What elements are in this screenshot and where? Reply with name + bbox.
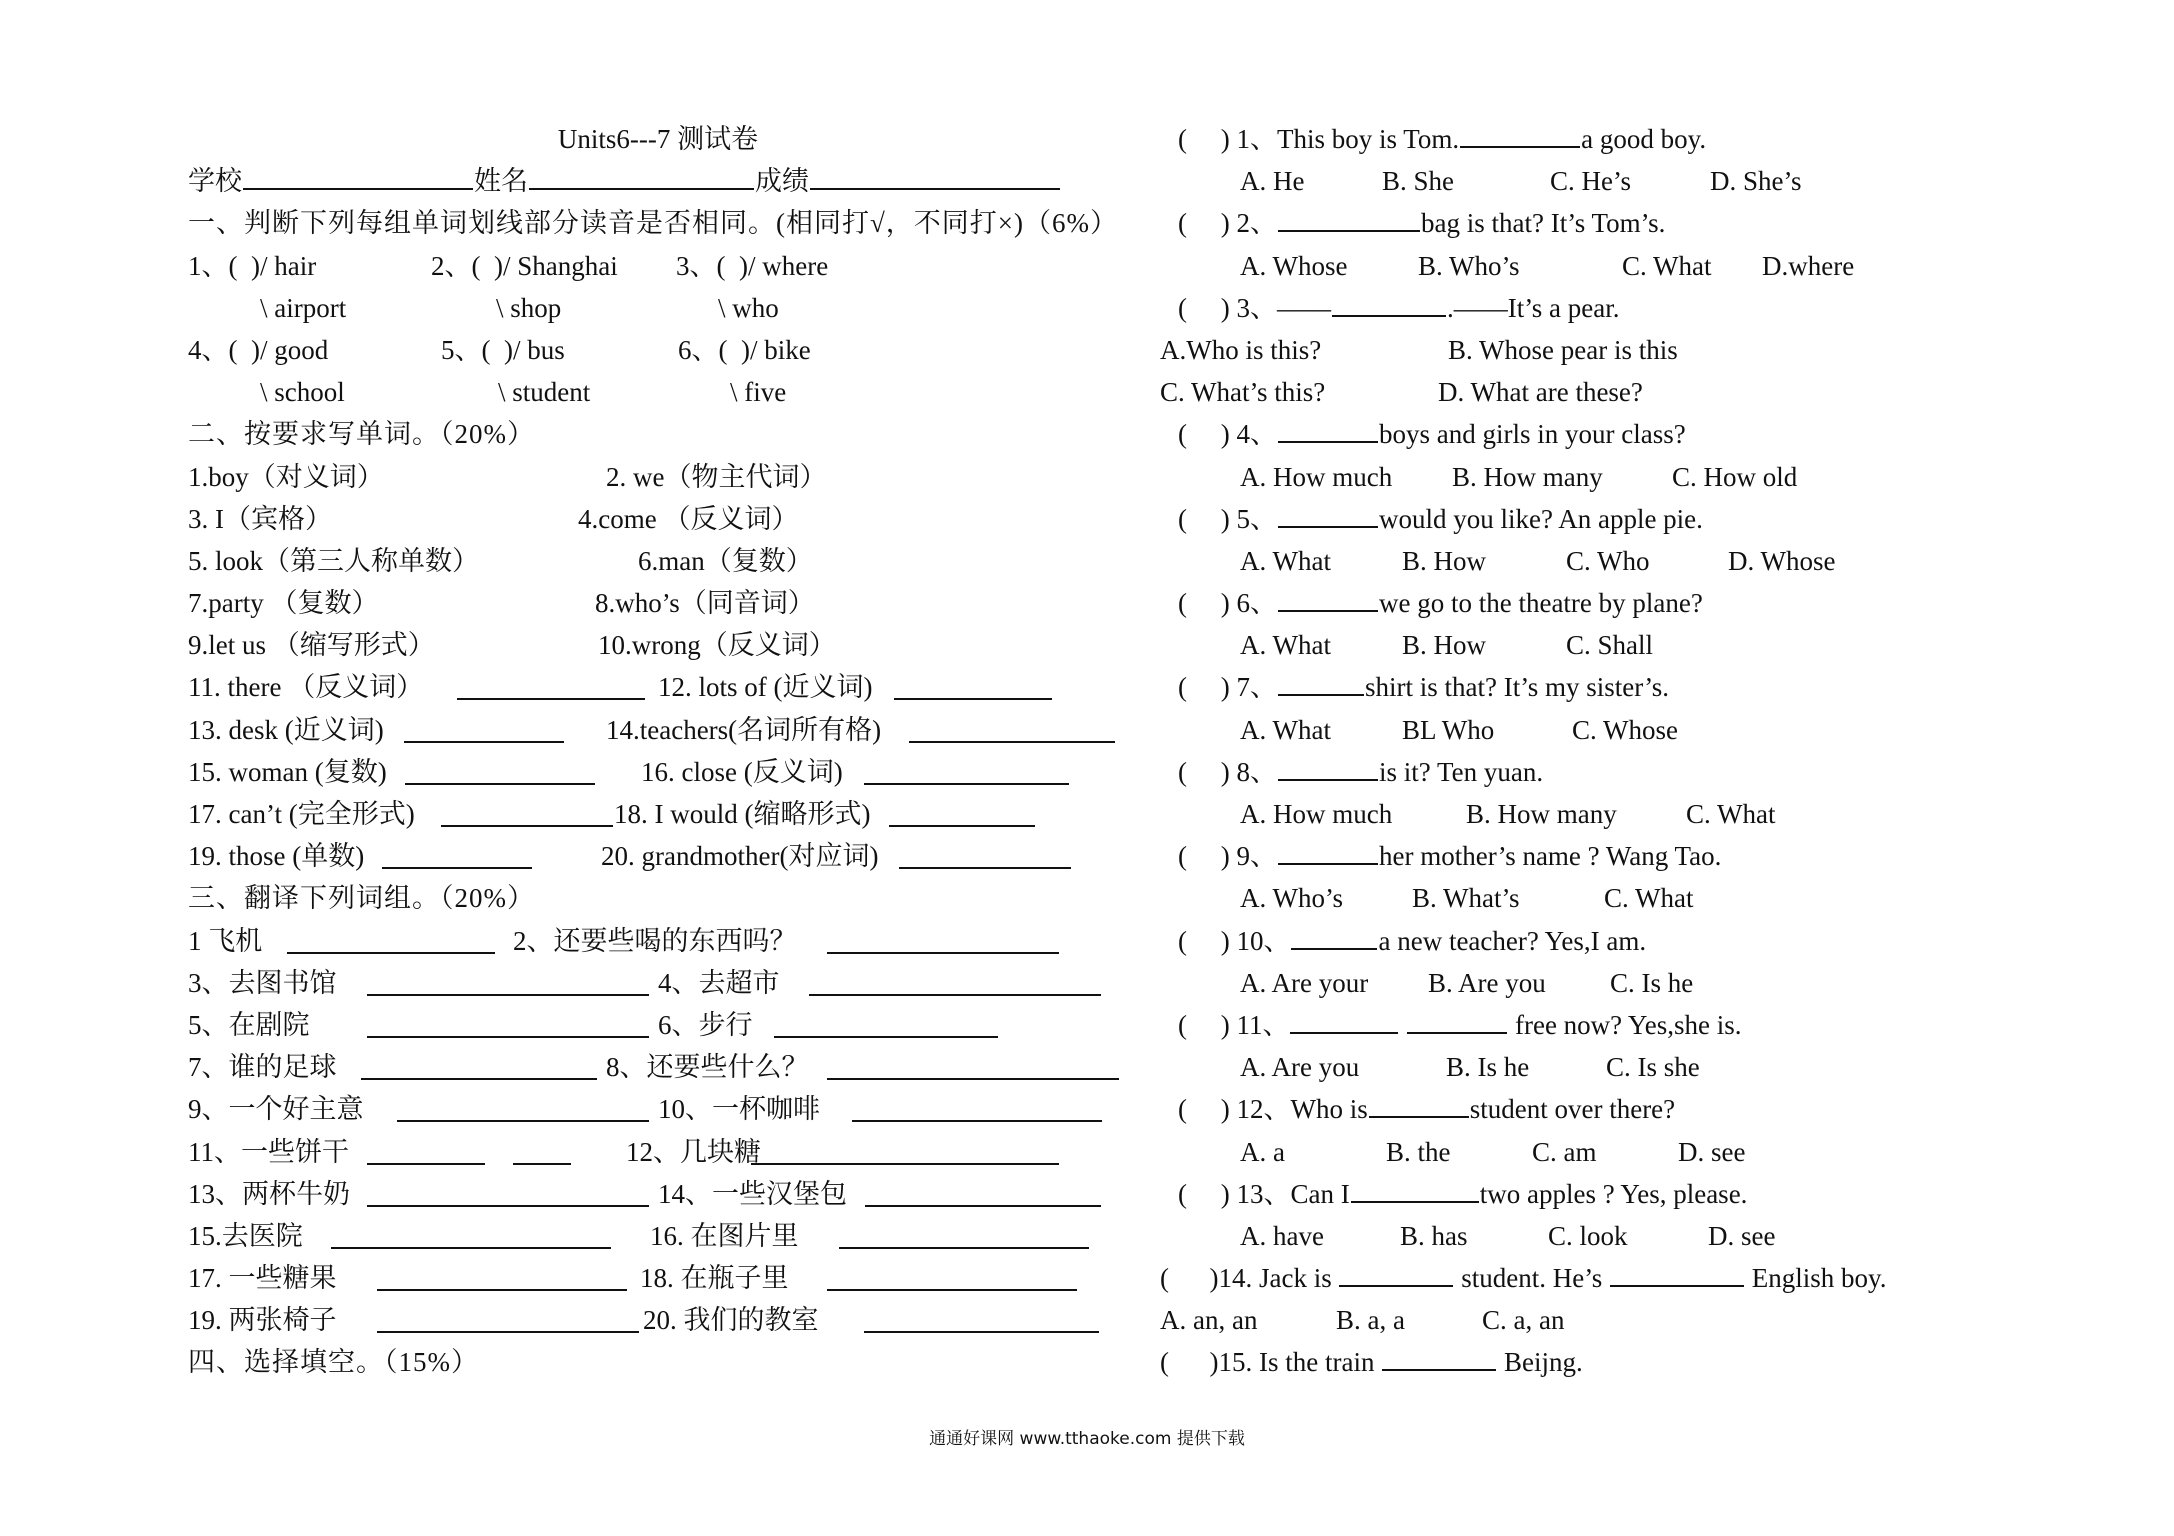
pron-item: \ airport <box>260 292 347 323</box>
option[interactable]: B. a, a <box>1336 1305 1405 1336</box>
question <box>1160 751 2160 793</box>
option[interactable]: A. How much <box>1240 799 1393 829</box>
question-text: ( ) 11、 free now? Yes,she is. <box>1178 1004 1741 1046</box>
option[interactable]: C. How old <box>1672 461 1798 492</box>
question-text: ( ) 13、Can I two apples ? Yes, please. <box>1178 1173 1747 1215</box>
option[interactable]: A. What <box>1240 714 1331 745</box>
answer-blank[interactable] <box>894 666 1052 700</box>
answer-blank[interactable] <box>513 1131 571 1165</box>
answer-blank[interactable] <box>1278 413 1378 443</box>
question-text: ( )14. Jack is student. He’s English boy. <box>1160 1257 1886 1299</box>
translate-row <box>188 1131 1128 1173</box>
option[interactable]: C. a, an <box>1482 1305 1565 1336</box>
answer-blank[interactable] <box>1290 1004 1398 1034</box>
translate-item: 15.去医院 <box>188 1220 303 1251</box>
translate-item: 20. 我们的教室 <box>643 1305 819 1336</box>
pron-item: \ five <box>730 377 787 408</box>
translate-item: 8、还要些什么？ <box>606 1052 809 1083</box>
score-label: 成绩 <box>755 166 809 197</box>
option[interactable]: A. What <box>1240 545 1331 576</box>
name-label: 姓名 <box>474 166 528 197</box>
pron-item: 1、( )/ hair <box>188 250 317 281</box>
option[interactable]: A.Who is this? <box>1160 334 1322 365</box>
answer-blank[interactable] <box>1407 1004 1507 1034</box>
answer-blank[interactable] <box>367 1004 649 1038</box>
translate-item: 18. 在瓶子里 <box>640 1263 789 1294</box>
question <box>1160 666 2160 708</box>
answer-blank[interactable] <box>751 1131 1059 1165</box>
translate-row <box>188 1257 1128 1299</box>
translate-item: 6、步行 <box>658 1009 753 1040</box>
translate-row <box>188 1046 1128 1088</box>
translate-row <box>188 1215 1128 1257</box>
option[interactable]: C. Who <box>1566 545 1650 576</box>
option[interactable]: A. Are your <box>1240 967 1369 998</box>
answer-blank[interactable] <box>287 920 495 954</box>
section3-heading: 三、翻译下列词组。（20%） <box>188 883 535 914</box>
option[interactable]: C. What’s this? <box>1160 377 1326 408</box>
question-text: ( ) 10、 a new teacher? Yes,I am. <box>1178 920 1646 962</box>
option[interactable]: A. What <box>1240 630 1331 661</box>
translate-item: 16. 在图片里 <box>650 1220 799 1251</box>
options-row <box>1160 1299 2160 1341</box>
word-item: 10.wrong（反义词） <box>598 630 836 661</box>
answer-blank[interactable] <box>827 1257 1077 1291</box>
translate-row <box>188 920 1128 962</box>
word-item: 7.party （复数） <box>188 588 379 619</box>
answer-blank[interactable] <box>1339 1257 1453 1287</box>
word-row <box>188 751 1128 793</box>
pron-item: 4、( )/ good <box>188 334 329 365</box>
question <box>1160 835 2160 877</box>
option[interactable]: A. Who’s <box>1240 883 1344 914</box>
options-row <box>1160 1131 2160 1173</box>
translate-item: 12、几块糖 <box>626 1136 761 1167</box>
translate-item: 1 飞机 <box>188 925 263 956</box>
word-item: 17. can’t (完全形式) <box>188 799 415 829</box>
option[interactable]: C. What <box>1622 250 1712 281</box>
answer-blank[interactable] <box>864 1299 1099 1333</box>
question-text: ( )15. Is the train Beijng. <box>1160 1341 1583 1383</box>
option[interactable]: A. an, an <box>1160 1305 1258 1336</box>
option[interactable]: C. Is he <box>1610 967 1694 998</box>
translate-item: 11、一些饼干 <box>188 1136 349 1167</box>
options-row <box>1160 1046 2160 1088</box>
options-row <box>1160 329 2160 371</box>
answer-blank[interactable] <box>827 1046 1119 1080</box>
answer-blank[interactable] <box>331 1215 611 1249</box>
answer-blank[interactable] <box>909 709 1115 743</box>
answer-blank[interactable] <box>361 1046 597 1080</box>
pron-item: 5、( )/ bus <box>441 334 565 365</box>
word-row <box>188 582 1128 624</box>
word-item: 20. grandmother(对应词) <box>601 841 879 872</box>
translate-item: 19. 两张椅子 <box>188 1305 337 1336</box>
word-item: 4.come （反义词） <box>578 503 799 534</box>
answer-blank[interactable] <box>864 751 1069 785</box>
options-row <box>1160 245 2160 287</box>
word-item: 18. I would (缩略形式) <box>614 799 871 829</box>
options-row <box>1160 877 2160 919</box>
answer-blank[interactable] <box>1278 751 1378 781</box>
question <box>1160 582 2160 624</box>
answer-blank[interactable] <box>457 666 645 700</box>
word-row <box>188 624 1128 666</box>
translate-item: 4、去超市 <box>658 967 780 998</box>
option[interactable]: A. a <box>1240 1136 1285 1167</box>
translate-item: 7、谁的足球 <box>188 1052 337 1083</box>
translate-row <box>188 1173 1128 1215</box>
answer-blank[interactable] <box>397 1088 649 1122</box>
option[interactable]: C. am <box>1532 1136 1597 1167</box>
word-item: 12. lots of (近义词) <box>658 672 873 703</box>
option[interactable]: B. Whose pear is this <box>1448 334 1678 365</box>
pron-item: \ school <box>260 377 345 408</box>
option[interactable]: B. the <box>1386 1136 1451 1167</box>
question <box>1160 1173 2160 1215</box>
option[interactable]: A. have <box>1240 1220 1324 1251</box>
options-row <box>1160 1215 2160 1257</box>
question-text: ( ) 2、 bag is that? It’s Tom’s. <box>1178 202 1665 244</box>
options-row <box>1160 160 2160 202</box>
translate-item: 5、在剧院 <box>188 1009 310 1040</box>
question-text: ( ) 5、 would you like? An apple pie. <box>1178 498 1703 540</box>
answer-blank[interactable] <box>1332 287 1446 317</box>
pron-item: \ shop <box>496 292 562 323</box>
left-column <box>188 118 1128 1384</box>
option[interactable]: B. How many <box>1452 461 1603 492</box>
option[interactable]: C. He’s <box>1550 166 1631 197</box>
pron-item: 2、( )/ Shanghai <box>431 250 618 281</box>
pron-row <box>188 329 1128 371</box>
translate-item: 9、一个好主意 <box>188 1094 364 1125</box>
option[interactable]: A. Are you <box>1240 1052 1360 1083</box>
option[interactable]: D. What are these? <box>1438 377 1643 408</box>
option[interactable]: C. Shall <box>1566 630 1654 661</box>
footer-credit: 通通好课网 www.tthaoke.com 提供下载 <box>929 1429 1245 1449</box>
word-item: 16. close (反义词) <box>641 756 843 787</box>
question <box>1160 1257 2160 1299</box>
option[interactable]: B. What’s <box>1412 883 1520 914</box>
answer-blank[interactable] <box>441 793 613 827</box>
translate-item: 2、还要些喝的东西吗？ <box>513 925 797 956</box>
school-label: 学校 <box>188 166 242 197</box>
option[interactable]: D.where <box>1762 250 1855 281</box>
section2-heading: 二、按要求写单词。（20%） <box>188 419 535 450</box>
answer-blank[interactable] <box>1278 582 1378 612</box>
question-text: ( ) 7、 shirt is that? It’s my sister’s. <box>1178 666 1669 708</box>
word-item: 3. I（宾格） <box>188 503 332 534</box>
option[interactable]: C. Whose <box>1572 714 1678 745</box>
answer-blank[interactable] <box>382 835 532 869</box>
answer-blank[interactable] <box>1278 498 1378 528</box>
question-text: ( ) 6、 we go to the theatre by plane? <box>1178 582 1703 624</box>
word-item: 15. woman (复数) <box>188 756 387 787</box>
options-row <box>1160 371 2160 413</box>
answer-blank[interactable] <box>367 962 649 996</box>
question-text: ( ) 1、This boy is Tom. a good boy. <box>1178 118 1706 160</box>
question <box>1160 202 2160 244</box>
answer-blank[interactable] <box>774 1004 998 1038</box>
school-blank[interactable] <box>243 160 473 190</box>
pron-row <box>188 245 1128 287</box>
word-row <box>188 835 1128 877</box>
question <box>1160 498 2160 540</box>
answer-blank[interactable] <box>377 1257 627 1291</box>
question-text: ( ) 4、 boys and girls in your class? <box>1178 413 1686 455</box>
word-row <box>188 793 1128 835</box>
page-title: Units6---7 测试卷 <box>557 124 759 154</box>
translate-row <box>188 1088 1128 1130</box>
option[interactable]: B. How <box>1402 630 1487 661</box>
option[interactable]: B. How many <box>1466 799 1617 829</box>
answer-blank[interactable] <box>1278 835 1378 865</box>
option[interactable]: B. How <box>1402 545 1487 576</box>
section4-heading: 四、选择填空。（15%） <box>188 1347 479 1378</box>
answer-blank[interactable] <box>404 709 564 743</box>
answer-blank[interactable] <box>377 1299 639 1333</box>
options-row <box>1160 962 2160 1004</box>
option[interactable]: B. Are you <box>1428 967 1546 998</box>
section1-heading: 一、判断下列每组单词划线部分读音是否相同。(相同打√，不同打×)（6%） <box>188 208 1119 239</box>
answer-blank[interactable] <box>1369 1088 1469 1118</box>
word-item: 2. we（物主代词） <box>606 461 827 492</box>
question <box>1160 413 2160 455</box>
answer-blank[interactable] <box>1291 920 1377 950</box>
name-blank[interactable] <box>529 160 754 190</box>
answer-blank[interactable] <box>889 793 1035 827</box>
answer-blank[interactable] <box>1278 666 1364 696</box>
word-row <box>188 540 1128 582</box>
answer-blank[interactable] <box>1610 1257 1744 1287</box>
word-row <box>188 709 1128 751</box>
pron-item: \ who <box>718 292 779 323</box>
answer-blank[interactable] <box>865 1173 1101 1207</box>
translate-item: 10、一杯咖啡 <box>658 1094 820 1125</box>
question-text: ( ) 8、 is it? Ten yuan. <box>1178 751 1543 793</box>
translate-item: 3、去图书馆 <box>188 967 337 998</box>
translate-item: 17. 一些糖果 <box>188 1263 337 1294</box>
option[interactable]: B. has <box>1400 1220 1468 1251</box>
header-fields <box>188 160 1128 202</box>
word-item: 11. there （反义词） <box>188 672 424 703</box>
pron-item: 6、( )/ bike <box>678 334 811 365</box>
translate-row <box>188 1004 1128 1046</box>
word-item: 13. desk (近义词) <box>188 714 384 745</box>
answer-blank[interactable] <box>839 1215 1089 1249</box>
question-text: ( ) 9、 her mother’s name ? Wang Tao. <box>1178 835 1721 877</box>
option[interactable]: D. She’s <box>1710 166 1802 197</box>
question <box>1160 118 2160 160</box>
option[interactable]: B. She <box>1382 166 1455 197</box>
score-blank[interactable] <box>810 160 1060 190</box>
right-column <box>1160 118 2160 1384</box>
question-text: ( ) 3、—— .——It’s a pear. <box>1178 287 1619 329</box>
options-row <box>1160 709 2160 751</box>
option[interactable]: B. Who’s <box>1418 250 1520 281</box>
question <box>1160 287 2160 329</box>
word-item: 19. those (单数) <box>188 841 365 872</box>
word-item: 5. look（第三人称单数） <box>188 545 480 576</box>
translate-row <box>188 1299 1128 1341</box>
answer-blank[interactable] <box>852 1088 1102 1122</box>
answer-blank[interactable] <box>367 1173 649 1207</box>
question-text: ( ) 12、Who is student over there? <box>1178 1088 1675 1130</box>
options-row <box>1160 793 2160 835</box>
option[interactable]: C. Is she <box>1606 1052 1700 1083</box>
question <box>1160 1088 2160 1130</box>
pron-row <box>188 287 1128 329</box>
option[interactable]: BL Who <box>1402 714 1495 745</box>
word-item: 8.who’s（同音词） <box>595 588 815 619</box>
pron-row <box>188 371 1128 413</box>
word-item: 6.man（复数） <box>638 545 813 576</box>
options-row <box>1160 624 2160 666</box>
option[interactable]: A. Whose <box>1240 250 1348 281</box>
translate-item: 14、一些汉堡包 <box>658 1178 847 1209</box>
answer-blank[interactable] <box>367 1131 485 1165</box>
translate-item: 13、两杯牛奶 <box>188 1178 350 1209</box>
pron-item: \ student <box>498 377 591 408</box>
answer-blank[interactable] <box>1382 1341 1496 1371</box>
word-row <box>188 456 1128 498</box>
answer-blank[interactable] <box>1278 202 1420 232</box>
word-row <box>188 666 1128 708</box>
option[interactable]: A. He <box>1240 166 1305 197</box>
options-row <box>1160 540 2160 582</box>
word-row <box>188 498 1128 540</box>
question <box>1160 920 2160 962</box>
question <box>1160 1004 2160 1046</box>
pron-item: 3、( )/ where <box>676 250 829 281</box>
question <box>1160 1341 2160 1383</box>
word-item: 14.teachers(名词所有格) <box>606 714 882 745</box>
word-item: 1.boy（对义词） <box>188 461 384 492</box>
translate-row <box>188 962 1128 1004</box>
answer-blank[interactable] <box>405 751 595 785</box>
option[interactable]: B. Is he <box>1446 1052 1530 1083</box>
answer-blank[interactable] <box>1351 1173 1479 1203</box>
option[interactable]: C. look <box>1548 1220 1628 1251</box>
answer-blank[interactable] <box>899 835 1071 869</box>
word-item: 9.let us （缩写形式） <box>188 630 435 661</box>
answer-blank[interactable] <box>827 920 1059 954</box>
options-row <box>1160 456 2160 498</box>
answer-blank[interactable] <box>809 962 1101 996</box>
option[interactable]: C. What <box>1604 883 1694 914</box>
option[interactable]: C. What <box>1686 799 1776 829</box>
option[interactable]: D. see <box>1708 1220 1776 1251</box>
answer-blank[interactable] <box>1460 118 1580 148</box>
option[interactable]: D. Whose <box>1728 545 1836 576</box>
option[interactable]: D. see <box>1678 1136 1746 1167</box>
option[interactable]: A. How much <box>1240 461 1393 492</box>
